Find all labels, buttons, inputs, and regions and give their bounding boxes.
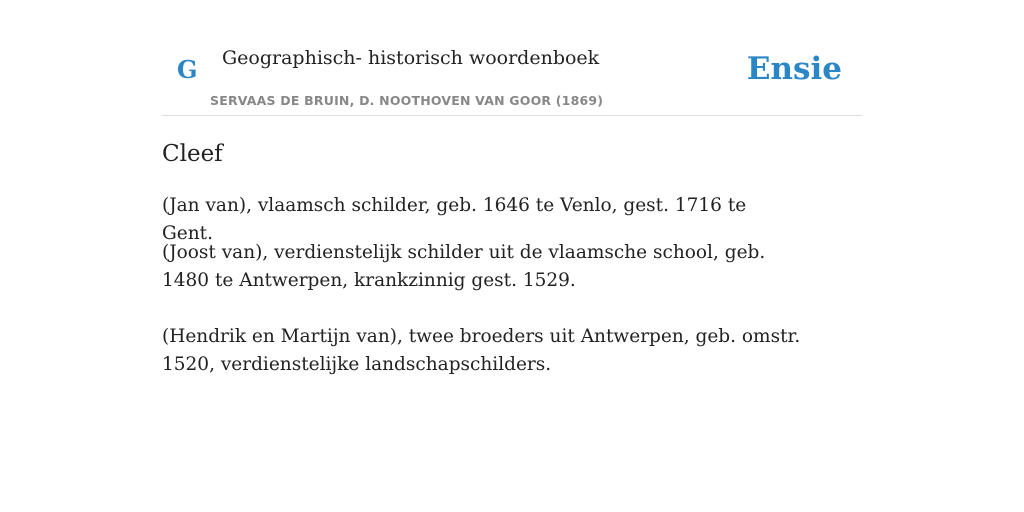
book-header bbox=[162, 0, 862, 116]
ensie-logo[interactable]: Ensie bbox=[746, 51, 842, 87]
page-container bbox=[162, 0, 862, 375]
book-author: SERVAAS DE BRUIN, D. NOOTHOVEN VAN GOOR (1869) bbox=[210, 93, 604, 108]
entry-paragraph: (Joost van), verdienstelijk schilder uit de vlaamsche school, geb. 1480 te Antwerpen, krankzinnig gest. 1529. bbox=[162, 242, 766, 291]
book-logo-icon[interactable]: G bbox=[177, 55, 198, 84]
entry-paragraph: (Hendrik en Martijn van), twee broeders uit Antwerpen, geb. omstr. 1520, verdienstelijke landschapschilders. bbox=[162, 326, 801, 375]
book-title[interactable]: Geographisch- historisch woordenboek bbox=[222, 47, 600, 69]
entry-title: Cleef bbox=[162, 141, 223, 167]
entry-paragraph: (Jan van), vlaamsch schilder, geb. 1646 te Venlo, gest. 1716 te Gent. bbox=[162, 195, 747, 244]
